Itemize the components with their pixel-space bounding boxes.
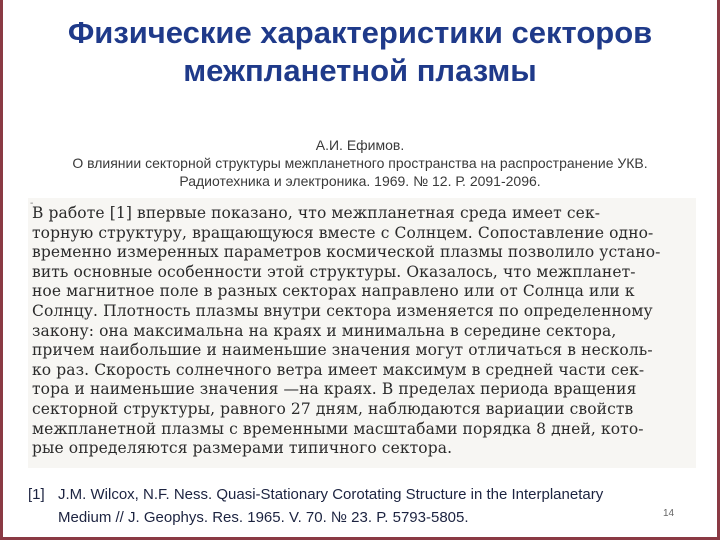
scan-line: временно измеренных параметров космической плазмы позволило устано- — [32, 243, 661, 261]
scan-line: ко раз. Скорость солнечного ветра имеет максимум в средней части сек- — [32, 361, 645, 379]
reference-number: [1] — [28, 486, 45, 503]
scan-line: вить основные особенности этой структуры. Оказалось, что межпланет- — [32, 263, 636, 281]
slide-frame-left — [0, 0, 3, 540]
scan-line: ное магнитное поле в разных секторах направлено или от Солнца или к — [32, 282, 635, 300]
citation-author: А.И. Ефимов. — [315, 137, 405, 153]
scan-line: причем наибольшие и наименьшие значения могут отличаться в несколь- — [32, 341, 653, 359]
scan-line: межпланетной плазмы с временными масштабами порядка 8 дней, кото- — [32, 420, 644, 438]
citation-article-title: О влиянии секторной структуры межпланетного пространства на распространение УКВ. — [72, 155, 648, 171]
citation-journal: Радиотехника и электроника. 1969. № 12. Р. 2091-2096. — [179, 173, 541, 189]
reference-line-1: J.M. Wilcox, N.F. Ness. Quasi-Stationary Corotating Structure in the Interplanetary — [58, 486, 604, 503]
slide-title — [10, 14, 710, 90]
scan-line: рые определяются размерами типичного сектора. — [32, 439, 453, 457]
slide-title-line-1: Физические характеристики секторов — [67, 15, 653, 50]
scan-line: Солнцу. Плотность плазмы внутри сектора изменяется по определенному — [32, 302, 653, 320]
reference-line-2: Medium // J. Geophys. Res. 1965. V. 70. № 23. P. 5793-5805. — [58, 509, 469, 526]
scan-line: торную структуру, вращающуюся вместе с Солнцем. Сопоставление одно- — [32, 224, 654, 242]
source-citation — [10, 136, 710, 190]
scanned-text-excerpt — [28, 198, 696, 468]
slide-title-line-2: межпланетной плазмы — [183, 53, 537, 88]
page-number: 14 — [663, 508, 675, 519]
scan-line: В работе [1] впервые показано, что межпланетная среда имеет сек- — [32, 204, 601, 222]
scan-line: тора и наименьшие значения —на краях. В пределах периода вращения — [32, 380, 637, 398]
scan-line: закону: она максимальна на краях и минимальна в середине сектора, — [32, 322, 617, 340]
scan-line: секторной структуры, равного 27 дням, наблюдаются вариации свойств — [32, 400, 634, 418]
scan-mark: - — [30, 198, 34, 209]
